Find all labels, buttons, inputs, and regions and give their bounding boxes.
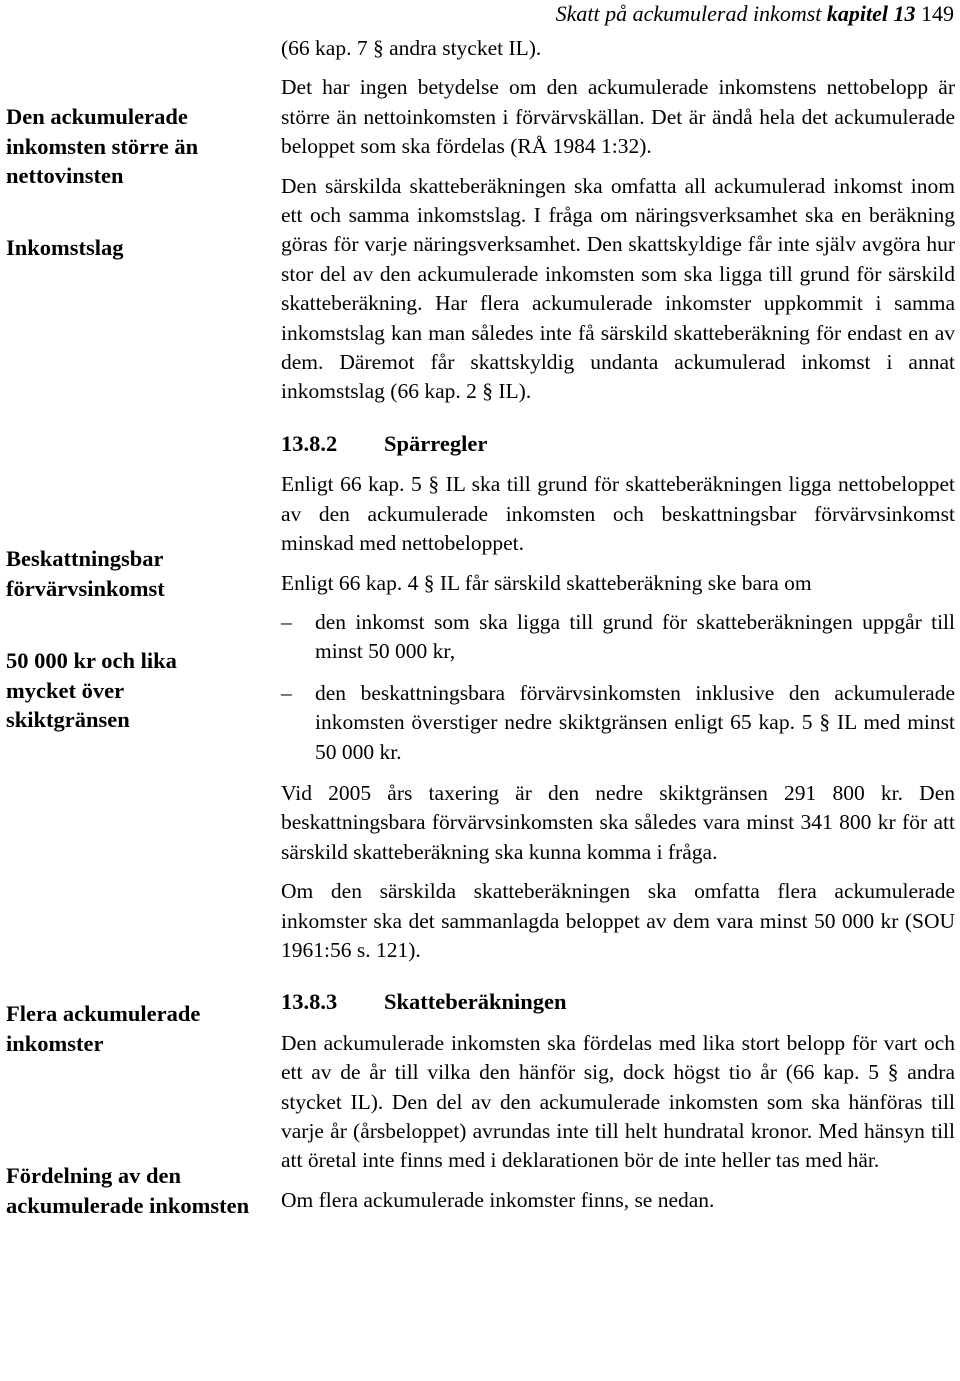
- paragraph: Det har ingen betydelse om den ackumulerade inkomstens nettobelopp är större än nettoinkomsten i förvärvskällan. Det är ändå hela det ackumulerade beloppet som ska fördelas (RÅ 1984 1:32).: [281, 75, 955, 159]
- list-item-text: den beskattningsbara förvärvsinkomsten inklusive den ackumulerade inkomsten överstiger nedre skiktgränsen enligt 65 kap. 5 § IL med minst 50 000 kr.: [315, 680, 955, 764]
- header-book-title: Skatt på ackumulerad inkomst: [555, 1, 822, 26]
- dash-bullet: –: [281, 609, 292, 634]
- section-title: Spärregler: [384, 430, 488, 456]
- paragraph: Enligt 66 kap. 4 § IL får särskild skatteberäkning ske bara om: [281, 570, 812, 595]
- paragraph: Den särskilda skatteberäkningen ska omfatta all ackumulerad inkomst inom ett och samma inkomstslag. I fråga om näringsverksamhet ska en beräkning göras för varje näringsverksamhet. Den skattskyldige får inte själv avgöra hur stor del av den ackumulerade inkomsten som ska ligga till grund för särskild skatteberäkning. Har flera ackumulerade inkomster uppkommit i samma inkomstslag kan man således inte få särskild skatteberäkning för endast en av dem. Däremot får skattskyldig undanta ackumulerad inkomst i annat inkomstslag (66 kap. 2 § IL).: [281, 173, 955, 404]
- section-number: 13.8.2: [281, 430, 338, 456]
- list-item-text: den inkomst som ska ligga till grund för skatteberäkningen uppgår till minst 50 000 kr,: [315, 609, 955, 664]
- margin-note-nettovinsten: Den ackumulerade inkomsten större än nettovinsten: [6, 104, 199, 188]
- margin-note-skiktgransen: 50 000 kr och lika mycket över skiktgränsen: [6, 648, 177, 732]
- paragraph: Den ackumulerade inkomsten ska fördelas med lika stort belopp för vart och ett av de år till vilka den hänför sig, dock högst tio år (66 kap. 5 § andra stycket IL). Den del av den ackumulerade inkomsten som ska hänföras till varje år (årsbeloppet) avrundas inte till helt hundratal kronor. Med hänsyn till att öretal inte finns med i deklarationen bör de inte heller tas med här.: [281, 1030, 955, 1173]
- list-item: [281, 679, 955, 767]
- paragraph: Om flera ackumulerade inkomster finns, se nedan.: [281, 1187, 715, 1212]
- page-number: 149: [921, 1, 954, 26]
- margin-note-flera-inkomster: Flera ackumulerade inkomster: [6, 1001, 201, 1056]
- paragraph: Om den särskilda skatteberäkningen ska omfatta flera ackumulerade inkomster ska det sammanlagda beloppet av dem vara minst 50 000 kr (SOU 1961:56 s. 121).: [281, 879, 955, 962]
- section-title: Skatteberäkningen: [384, 989, 567, 1015]
- margin-note-inkomstslag: Inkomstslag: [6, 235, 124, 260]
- margin-note-forvarvsinkomst: Beskattningsbar förvärvsinkomst: [6, 546, 165, 601]
- main-text: [281, 34, 955, 1225]
- paragraph: (66 kap. 7 § andra stycket IL).: [281, 36, 542, 60]
- paragraph: Enligt 66 kap. 5 § IL ska till grund för skatteberäkningen ligga nettobeloppet av den ackumulerade inkomsten och beskattningsbar förvärvsinkomst minskad med nettobeloppet.: [281, 472, 955, 556]
- running-header: [556, 0, 954, 30]
- margin-note-fordelning: Fördelning av den ackumulerade inkomsten: [6, 1163, 250, 1218]
- dash-bullet: –: [281, 680, 292, 705]
- section-heading-skatteberakningen: [281, 987, 955, 1016]
- header-chapter: kapitel 13: [826, 1, 916, 26]
- section-heading-sparregler: [281, 429, 955, 458]
- list-item: [281, 608, 955, 667]
- paragraph: Vid 2005 års taxering är den nedre skiktgränsen 291 800 kr. Den beskattningsbara förvärvsinkomsten ska således vara minst 341 800 kr för att särskild skatteberäkning ska kunna komma i fråga.: [281, 780, 955, 864]
- section-number: 13.8.3: [281, 989, 338, 1015]
